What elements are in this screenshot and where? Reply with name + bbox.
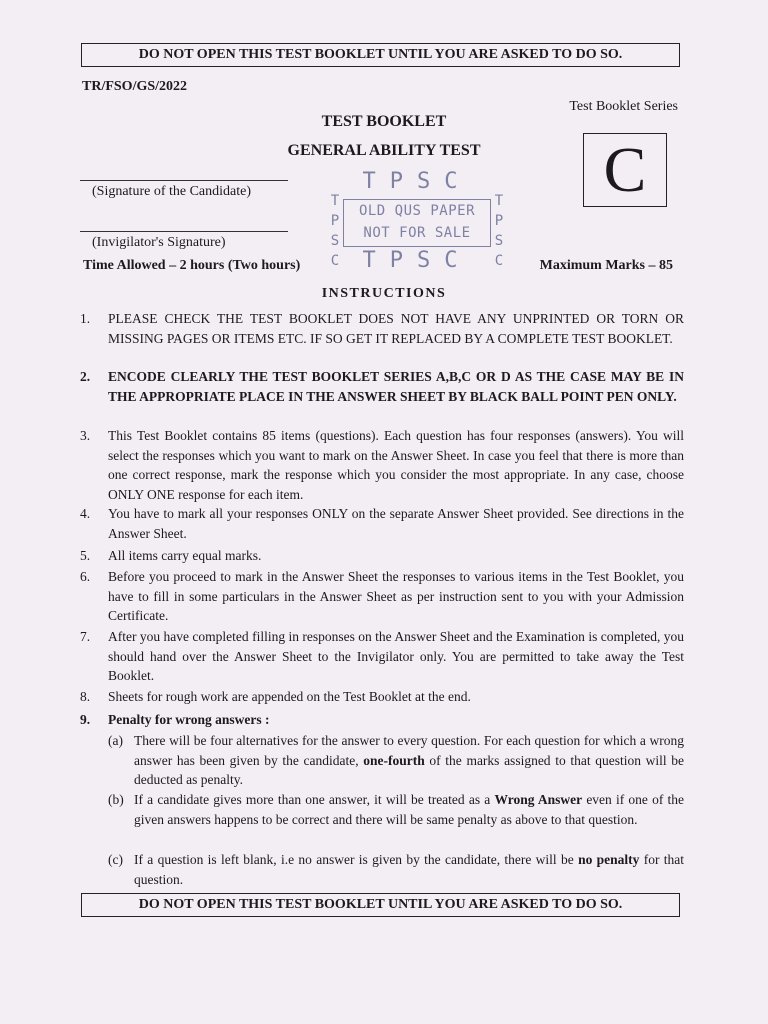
instructions-heading: INSTRUCTIONS xyxy=(321,286,447,301)
penalty-item: (a) There will be four alternatives for the answer to every question. For each question for which a wrong answer has been given by the candidate, one-fourth of the marks assigned to that question will be deducted as penalty. xyxy=(108,733,684,787)
instruction-item: 5. All items carry equal marks. xyxy=(80,548,262,563)
series-label: Test Booklet Series xyxy=(569,99,678,114)
penalty-item: (b) If a candidate gives more than one answer, it will be treated as a Wrong Answer even if one of the given answers happens to be correct and there will be same penalty as above to that question. xyxy=(108,792,684,827)
stamp-line-1: OLD QUS PAPER xyxy=(358,203,476,219)
instruction-item: 1. PLEASE CHECK THE TEST BOOKLET DOES NOT HAVE ANY UNPRINTED OR TORN OR MISSING PAGES OR ITEMS ETC. IF SO GET IT REPLACED BY A COMPLETE TEST BOOKLET. xyxy=(80,311,684,346)
booklet-code: TR/FSO/GS/2022 xyxy=(82,79,188,94)
instruction-item: 6. Before you proceed to mark in the Answer Sheet the responses to various items in the Test Booklet, you have to fill in some particulars in the Answer Sheet as per instruction sent to you with your Admission Certificate. xyxy=(80,569,684,623)
instruction-item: 4. You have to mark all your responses ONLY on the separate Answer Sheet provided. See directions in the Answer Sheet. xyxy=(80,506,684,541)
instruction-item: 7. After you have completed filling in responses on the Answer Sheet and the Examination is completed, you should hand over the Answer Sheet to the Invigilator only. You are permitted to take away the Test Booklet. xyxy=(80,629,684,683)
stamp-left-text: T P S C xyxy=(330,193,340,269)
instruction-item: 3. This Test Booklet contains 85 items (questions). Each question has four responses (answers). You will select the responses which you want to mark on the Answer Sheet. In case you feel that there is more than one correct response, mark the response which you consider the most appropriate. In any case, choose ONLY ONE response for each item. xyxy=(80,428,684,502)
instruction-item: 8. Sheets for rough work are appended on the Test Booklet at the end. xyxy=(80,689,471,704)
stamp-line-2: NOT FOR SALE xyxy=(363,225,471,241)
page-title: TEST BOOKLET xyxy=(321,113,447,130)
invigilator-signature-line xyxy=(80,231,288,232)
series-letter-box: C xyxy=(583,133,667,207)
stamp-bottom-text: TPSC xyxy=(362,248,472,273)
stamp-inner-box xyxy=(343,199,491,247)
maximum-marks: Maximum Marks – 85 xyxy=(539,258,673,273)
time-allowed: Time Allowed – 2 hours (Two hours) xyxy=(83,258,301,273)
instruction-item: 2. ENCODE CLEARLY THE TEST BOOKLET SERIES A,B,C OR D AS THE CASE MAY BE IN THE APPROPRIATE PLACE IN THE ANSWER SHEET BY BLACK BALL POINT PEN ONLY. xyxy=(80,369,684,404)
tpsc-stamp xyxy=(327,169,507,275)
penalty-item: (c) If a question is left blank, i.e no answer is given by the candidate, there will be no penalty for that question. xyxy=(108,852,684,887)
bottom-warning-banner: DO NOT OPEN THIS TEST BOOKLET UNTIL YOU ARE ASKED TO DO SO. xyxy=(81,893,680,917)
stamp-right-text: T P S C xyxy=(494,193,504,269)
page-subtitle: GENERAL ABILITY TEST xyxy=(287,142,481,159)
instruction-item: 9. Penalty for wrong answers : xyxy=(80,712,270,727)
candidate-signature-line xyxy=(80,180,288,181)
top-warning-banner: DO NOT OPEN THIS TEST BOOKLET UNTIL YOU ARE ASKED TO DO SO. xyxy=(81,43,680,67)
stamp-top-text: TPSC xyxy=(362,169,472,194)
invigilator-signature-label: (Invigilator's Signature) xyxy=(92,235,226,250)
candidate-signature-label: (Signature of the Candidate) xyxy=(92,184,252,199)
